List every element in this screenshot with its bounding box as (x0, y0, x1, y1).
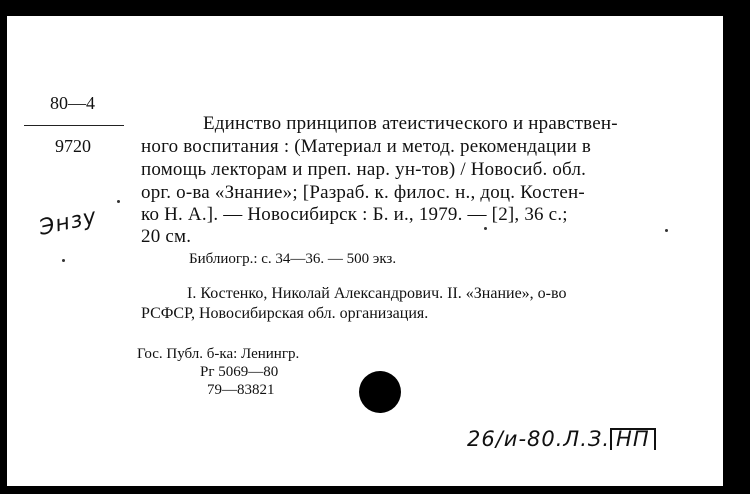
speck (484, 227, 487, 230)
library-code: Рг 5069—80 (200, 364, 279, 380)
speck (117, 200, 120, 203)
punched-hole (359, 371, 401, 413)
catalog-card (7, 16, 723, 486)
handwritten-note-text: 26/и-80.Л.З. (467, 427, 611, 451)
description-line-2: ного воспитания : (Материал и метод. рекомендации в (141, 136, 592, 157)
library-number: 79—83821 (207, 382, 275, 398)
speck (62, 259, 65, 262)
shelfmark-number: 9720 (55, 136, 91, 156)
shelfmark-top: 80—4 (50, 93, 95, 113)
shelfmark-divider (24, 125, 124, 126)
shelfmark-handwritten: Энзу (36, 204, 100, 241)
description-line-4: орг. о-ва «Знание»; [Разраб. к. филос. н., доц. Костен- (141, 182, 585, 203)
description-line-5: ко Н. А.]. — Новосибирск : Б. и., 1979. — [2], 36 с.; (141, 204, 568, 225)
description-line-1: Единство принципов атеистического и нравствен- (203, 113, 618, 134)
library-name: Гос. Публ. б-ка: Ленингр. (137, 346, 300, 362)
tracings-line-2: РСФСР, Новосибирская обл. организация. (141, 305, 429, 322)
handwritten-note (467, 428, 656, 450)
bibliography-note: Библиогр.: с. 34—36. — 500 экз. (189, 251, 397, 267)
handwritten-note-boxed: НП (610, 428, 656, 450)
description-line-3: помощь лекторам и преп. нар. ун-тов) / Новосиб. обл. (141, 159, 587, 180)
description-line-6: 20 см. (141, 226, 192, 247)
tracings-line-1: I. Костенко, Николай Александрович. II. «Знание», о-во (187, 285, 567, 302)
speck (665, 229, 668, 232)
